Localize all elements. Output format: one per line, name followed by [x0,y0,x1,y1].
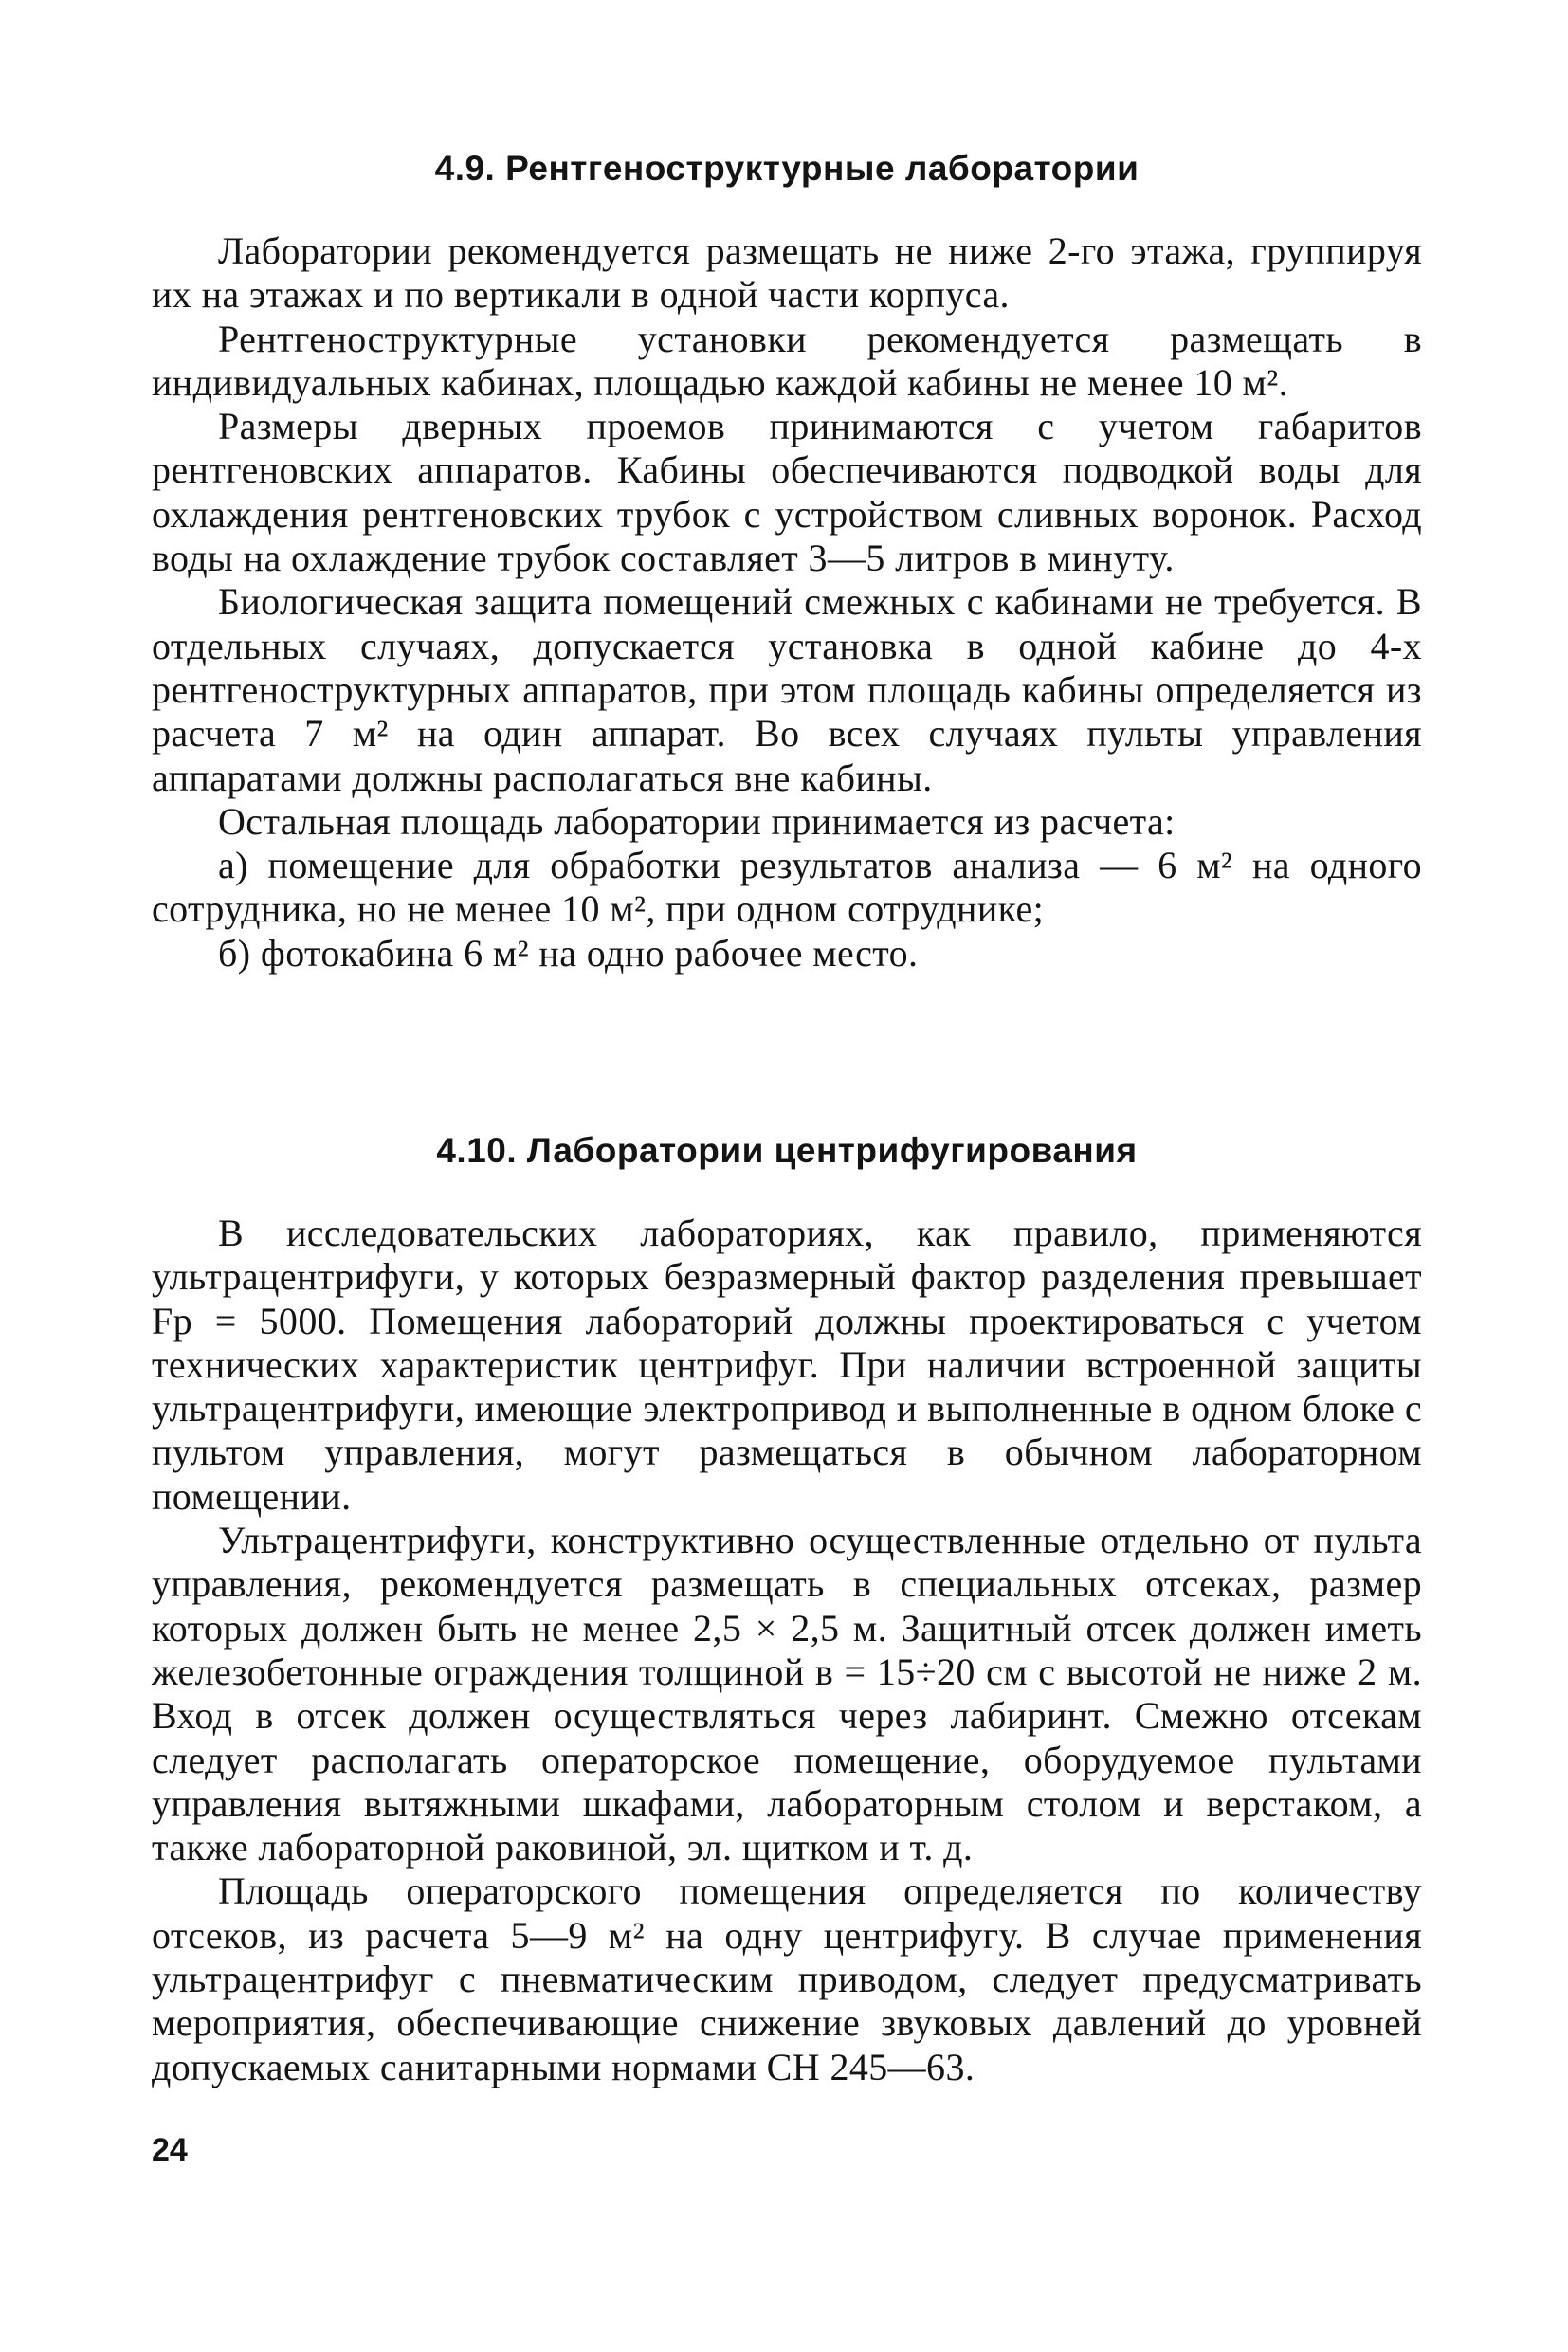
paragraph: Лаборатории рекомендуется размещать не ниже 2-го этажа, группируя их на этажах и по вертикали в одной части корпуса. [152,229,1422,317]
list-item: а) помещение для обработки результатов анализа — 6 м² на одного сотрудника, но не менее 10 м², при одном сотруднике; [152,844,1422,931]
paragraph: Биологическая защита помещений смежных с кабинами не требуется. В отдельных случаях, допускается установка в одной кабине до 4-х рентгеноструктурных аппаратов, при этом площадь кабины определяется из расчета 7 м² на один аппарат. Во всех случаях пульты управления аппаратами должны располагаться вне кабины. [152,580,1422,799]
paragraph: Ультрацентрифуги, конструктивно осуществленные отдельно от пульта управления, рекомендуется размещать в специальных отсеках, размер которых должен быть не менее 2,5 × 2,5 м. Защитный отсек должен иметь железобетонные ограждения толщиной в = 15÷20 см с высотой не ниже 2 м. Вход в отсек должен осуществляться через лабиринт. Смежно отсекам следует располагать операторское помещение, оборудуемое пультами управления вытяжными шкафами, лабораторным столом и верстаком, а также лабораторной раковиной, эл. щитком и т. д. [152,1519,1422,1869]
page-number: 24 [152,2132,188,2168]
paragraph: В исследовательских лабораториях, как правило, применяются ультрацентрифуги, у которых безразмерный фактор разделения превышает Fp = 5000. Помещения лабораторий должны проектироваться с учетом технических характеристик центрифуг. При наличии встроенной защиты ультрацентрифуги, имеющие электропривод и выполненные в одном блоке с пультом управления, могут размещаться в обычном лабораторном помещении. [152,1212,1422,1518]
section-heading: 4.10. Лаборатории центрифугирования [436,1131,1138,1170]
section-centrifuge-labs [152,1124,1422,2089]
paragraph: Остальная площадь лаборатории принимается из расчета: [218,799,1176,843]
paragraph: Площадь операторского помещения определяется по количеству отсеков, из расчета 5—9 м² на одну центрифугу. В случае применения ультрацентрифуг с пневматическим приводом, следует предусматривать мероприятия, обеспечивающие снижение звуковых давлений до уровней допускаемых санитарными нормами СН 245—63. [152,1869,1422,2088]
section-x-ray-labs [152,142,1422,975]
list-item: б) фотокабина 6 м² на одно рабочее место. [218,931,919,975]
section-heading: 4.9. Рентгеноструктурные лаборатории [434,149,1140,188]
paragraph: Рентгеноструктурные установки рекомендуется размещать в индивидуальных кабинах, площадью каждой кабины не менее 10 м². [152,317,1422,404]
paragraph: Размеры дверных проемов принимаются с учетом габаритов рентгеновских аппаратов. Кабины обеспечиваются подводкой воды для охлаждения рентгеновских трубок с устройством сливных воронок. Расход воды на охлаждение трубок составляет 3—5 литров в минуту. [152,405,1422,580]
